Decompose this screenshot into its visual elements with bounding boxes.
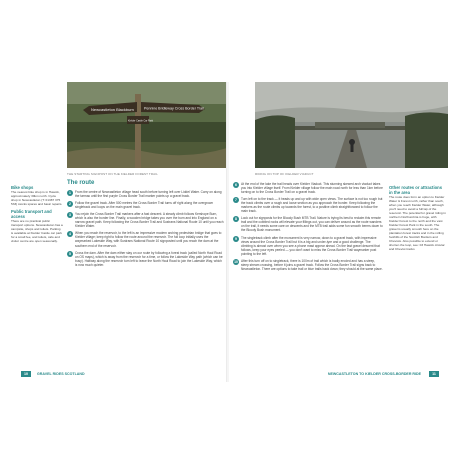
- sidebar-text-transport: There are no practical public transport options. Newcastleton has a campsite, shops and toilets. Parking is available at Kielder Castle car park for a small fee, and toilets, cafe and visitor centre are open seasonally.: [11, 219, 63, 243]
- step-number: 4: [67, 231, 73, 237]
- route-step: [67, 190, 224, 198]
- step-text: When you reach the reservoir, to the left is an impressive modern arching pedestrian bridge that goes to Kielder village; keep right to follow the route around the reservoir. The full loop initially uses the waymarked Lakeside Way, with Sustrans National Route 10 signposted until you reach the dam at the southern end of the reservoir.: [75, 231, 222, 248]
- signpost-photo: [67, 82, 227, 168]
- book-spread: [7, 82, 449, 382]
- route-step: [67, 212, 224, 228]
- step-text: After this turn off on to singletrack, there is 100m of trail which is badly eroded and has a steep, steep stream crossing, before it joins a gravel track. Follow the Cross Border Trail signs back to Newcastleton. There are options to take trail or blue trails back down; they should at the same place.: [241, 258, 383, 271]
- sign-left-arm: Newcastleton Blackburn: [91, 107, 134, 112]
- sidebar-heading-transport: Public transport and access: [11, 209, 52, 219]
- left-footer: [7, 370, 227, 379]
- step-number: 6: [233, 182, 239, 188]
- step-number: 2: [67, 201, 73, 207]
- right-footer: [229, 370, 449, 379]
- signpost-image: [67, 82, 227, 168]
- route-step: [233, 182, 383, 194]
- route-step: [67, 251, 224, 267]
- route-step: [233, 197, 383, 213]
- left-page: [7, 82, 227, 382]
- step-number: 9: [233, 236, 239, 242]
- step-number: 3: [67, 212, 73, 218]
- step-text: Follow the gravel track. After 500 metres the Cross Border Trail turns off right along the overgrown singletrack and loops on the main gravel track.: [75, 201, 214, 210]
- photo-caption: THE STARTING SIGNPOST ON THE KIELDER FOREST TRAIL: [67, 172, 158, 176]
- step-number: 8: [233, 216, 239, 222]
- footer-title: GRAVEL RIDES SCOTLAND: [37, 372, 85, 376]
- sidebar-text-other-routes: The route does form an option to Kielder Water & Forest north, rather than south, when you reach Kielder Water, although you'll need to avoid a full lap of the reservoir. The potential for gravel riding in northern Northumbria is huge, with Kielder Forest to the north and the vast Kielder Forest Park in the south. The gravel is usually smooth here on the plantation forest tracks and in the rolling foothills of the Scottish Borders and Cheviots. Also possible to extend or shorten the loop, see: 03 Hawick circular and Cheviot tracks: [389, 195, 446, 251]
- page-number: 11: [429, 371, 439, 377]
- step-text: From the centre of Newcastleton village head south before turning left over Liddel Water. Carry on along the tarmac until the first purple Cross Border Trail marker points up a gravel track.: [75, 190, 222, 199]
- footer-title: NEWCASTLETON TO KIELDER CROSS-BORDER RIDE: [327, 372, 421, 376]
- viaduct-photo: [255, 82, 448, 168]
- route-step: [67, 201, 224, 209]
- step-number: 5: [67, 251, 73, 257]
- step-number: 1: [67, 190, 73, 196]
- sidebar-heading-other-routes: Other routes or attractions in the area: [389, 185, 443, 195]
- left-sidebar: [11, 182, 63, 243]
- step-text: At the end of the lake the trail heads over Kielder Viaduct. This stunning skewed arch viaduct takes you into Kielder village itself. From Kielder village follow the main road north for less than 1km before turning on to the Cross Border Trail on a gravel track.: [241, 182, 383, 195]
- route-step: [67, 231, 224, 247]
- route-heading: The route: [67, 180, 95, 186]
- route-step: [233, 259, 383, 271]
- route-steps-right: [233, 182, 383, 274]
- sign-right-arm: Pennine Bridleway Cross Border Trail: [144, 106, 204, 111]
- step-text: Turn left on to the track — it heads up and up with wide open views. The surface is not too rough but the track climbs over a rough and loose section as you approach the border. Keep following the markers as the route climbs up towards the forest, to a positive climb straightforward to follow the main track.: [241, 197, 383, 214]
- route-step: [233, 236, 383, 256]
- step-text: You rejoin the Cross Border Trail markers after a fast descent. A steady climb follows Kershope Burn, which is also the border line. Finally, a wooden bridge takes you over the burn and into England on a narrow gravel path. Keep following the Cross Border Trail and Sustrans National Route 10 until you reach Kielder Water.: [75, 212, 224, 229]
- step-number: 7: [233, 197, 239, 203]
- step-text: The singletrack climb after the monument is very narrow, down to a gravel track, with impressive views around the Cross Border Trail but it is a big and under-tyre and a good challenge. The climbing is almost over when you see a phone mast appear ahead. On the fast gravel descent that follows, keep your eyes peeled — you don't want to miss the Cross Border Trail waymarker post pointing to the left.: [241, 235, 380, 256]
- route-step: [233, 216, 383, 232]
- step-text: Cross the dam. After the dam either stay on our route by following a forest track (called North Haul Road on OS maps), which is away from the reservoir for a time, or follow the Lakeside Way path (which can be busy). Halfway along the reservoir turn left to leave the North Haul Road to join the Lakeside Way, which is now much quieter.: [75, 250, 223, 267]
- step-text: Look out for signposts for the Bloody Bush MTB Trail. Nature is trying its best to reclaim this remote trail and the cobbled rocks will elevate your fillings out, you can deliver around as the route wanders on the trail, it needs some care on descents and the MTB trail adds some fun smooth berms down to the Bloody Bush monument.: [241, 216, 383, 233]
- right-sidebar: [389, 182, 446, 251]
- page-number: 10: [21, 371, 31, 377]
- step-number: 10: [234, 259, 238, 264]
- sidebar-heading-bike-shops: Bike shops: [11, 185, 34, 190]
- photo-caption: RIDING ON TOP OF KIELDER VIADUCT: [255, 172, 314, 176]
- sign-mid: Kielder Castle Car Park: [128, 119, 153, 123]
- route-steps-left: [67, 190, 224, 270]
- viaduct-image: [255, 82, 448, 168]
- right-page: [229, 82, 449, 382]
- sidebar-text-bike-shops: The nearest bike shop is in Hawick, approximately 30km north. Cycle shop in Newcastleton (T: 01387 375 533) stocks spares and basic repairs.: [11, 190, 63, 206]
